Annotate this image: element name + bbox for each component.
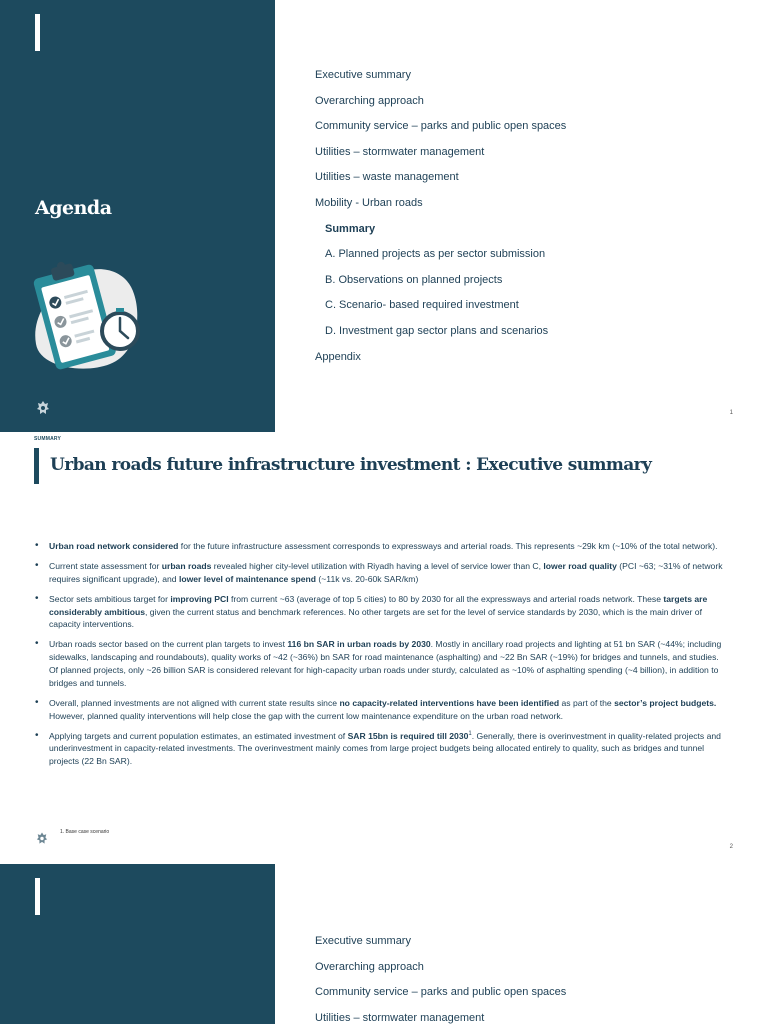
- agenda-title: Agenda: [35, 197, 112, 219]
- bullet-text: revealed higher city-level utilization with Riyadh having a level of service lower than C,: [211, 560, 544, 571]
- bullet-bold-text: 1: [468, 730, 472, 737]
- agenda-item[interactable]: Utilities – stormwater management: [315, 145, 485, 158]
- agenda-subitem[interactable]: Summary: [325, 222, 376, 235]
- bullet-text: from current ~63 (average of top 5 cities) to 80 by 2030 for all the expressways and arterial roads network. These: [228, 593, 664, 604]
- page-number: 1: [729, 410, 733, 416]
- summary-bullet: [35, 638, 730, 689]
- summary-bullet: [35, 560, 730, 586]
- summary-bullet: [35, 730, 730, 768]
- page-number: 2: [729, 844, 733, 850]
- agenda-item[interactable]: Executive summary: [315, 935, 411, 947]
- bullet-text: Urban roads sector based on the current plan targets to invest: [49, 639, 288, 650]
- agenda-side-panel: [0, 864, 275, 1024]
- bullet-text: Current state assessment for: [49, 560, 162, 571]
- emblem-icon: [36, 831, 48, 846]
- agenda-slide-repeat: [0, 864, 768, 1024]
- agenda-list: [315, 932, 566, 1024]
- agenda-item[interactable]: Utilities – stormwater management: [315, 1011, 485, 1024]
- bullet-text: Overall, planned investments are not aligned with current state results since: [49, 697, 340, 708]
- agenda-subitem[interactable]: D. Investment gap sector plans and scenarios: [325, 324, 549, 337]
- agenda-subitem[interactable]: C. Scenario- based required investment: [325, 299, 519, 312]
- agenda-item[interactable]: Mobility - Urban roads: [315, 196, 423, 209]
- agenda-item[interactable]: Overarching approach: [315, 94, 424, 107]
- summary-bullet: [35, 540, 730, 553]
- agenda-item[interactable]: Overarching approach: [315, 960, 424, 973]
- bullet-bold-text: sector’s project budgets.: [614, 697, 717, 708]
- accent-bar: [35, 878, 40, 915]
- bullet-bold-text: no capacity-related interventions have been identified: [339, 697, 560, 708]
- agenda-item[interactable]: Community service – parks and public open spaces: [315, 120, 567, 133]
- agenda-item[interactable]: Utilities – waste management: [315, 171, 459, 184]
- summary-bullet: [35, 697, 730, 723]
- summary-slide: [0, 432, 768, 864]
- bullet-bold-text: Urban road network considered: [49, 541, 179, 551]
- bullet-bold-text: 116 bn SAR in urban roads by 2030: [287, 639, 431, 650]
- bullet-text: However, planned quality interventions will help close the gap with the current low maintenance expenditure on the urban road network.: [49, 710, 564, 721]
- bullet-bold-text: lower road quality: [543, 560, 617, 571]
- agenda-item[interactable]: Appendix: [315, 350, 361, 363]
- agenda-subitem[interactable]: A. Planned projects as per sector submission: [325, 248, 546, 261]
- bullet-text: Sector sets ambitious target for: [49, 593, 171, 604]
- agenda-item[interactable]: Community service – parks and public open spaces: [315, 986, 567, 999]
- bullet-bold-text: improving PCI: [170, 593, 229, 604]
- footnote: 1. Base case scenario: [60, 829, 110, 835]
- slide-title: Urban roads future infrastructure investment : Executive summary: [50, 455, 652, 475]
- bullet-text: for the future infrastructure assessment corresponds to expressways and arterial roads. This represents ~29k km (~10% of the total network).: [178, 541, 718, 551]
- bullet-text: (~11k vs. 20-60k SAR/km): [316, 573, 419, 584]
- agenda-subitem[interactable]: B. Observations on planned projects: [325, 273, 503, 286]
- title-accent-bar: [34, 448, 39, 484]
- bullet-bold-text: targets are considerably ambitious: [49, 593, 708, 617]
- bullet-bold-text: urban roads: [161, 560, 212, 571]
- bullet-text: . Mostly in ancillary road projects and lighting at 51 bn SAR (~44%; including sidewalks, landscaping and roundabouts), quality works of ~42 (~36%) bn SAR for road maintenance (asphalting) and ~22 Bn SAR (~19%) for bridges and tunnels, and studies. Of planned projects, only ~26 billion SAR is considered relevant for high-capacity urban roads under sturdy, calculated as ~10% of asphalting spending (~4 billion), in addition to bridges and tunnels.: [49, 639, 722, 688]
- emblem-icon: [36, 400, 50, 416]
- agenda-list: [315, 66, 566, 373]
- bullet-text: . Generally, there is overinvestment in quality-related projects and underinvestment in capacity-related investments. The overinvestment mainly comes from large project budgets being allocated entirely to quality, such as bridges and tunnel projects (22 Bn SAR).: [49, 730, 721, 767]
- clipboard-checklist-icon: [30, 256, 140, 381]
- bullet-text: (PCI ~63; ~31% of network requires significant upgrade), and: [49, 560, 723, 584]
- agenda-side-panel: [0, 0, 275, 432]
- accent-bar: [35, 14, 40, 51]
- summary-bullets: [35, 540, 730, 775]
- summary-bullet: [35, 593, 730, 631]
- bullet-bold-text: SAR 15bn is required till 2030: [347, 730, 469, 741]
- section-tracker: SUMMARY: [34, 436, 62, 442]
- bullet-text: , given the current status and benchmark references. No other targets are set for the level of service standards by 2030, which is the main driver of capacity interventions.: [49, 606, 702, 630]
- bullet-text: Applying targets and current population estimates, an estimated investment of: [49, 730, 348, 741]
- agenda-slide: [0, 0, 768, 432]
- agenda-item[interactable]: Executive summary: [315, 69, 411, 81]
- bullet-bold-text: lower level of maintenance spend: [178, 573, 317, 584]
- bullet-text: as part of the: [559, 697, 615, 708]
